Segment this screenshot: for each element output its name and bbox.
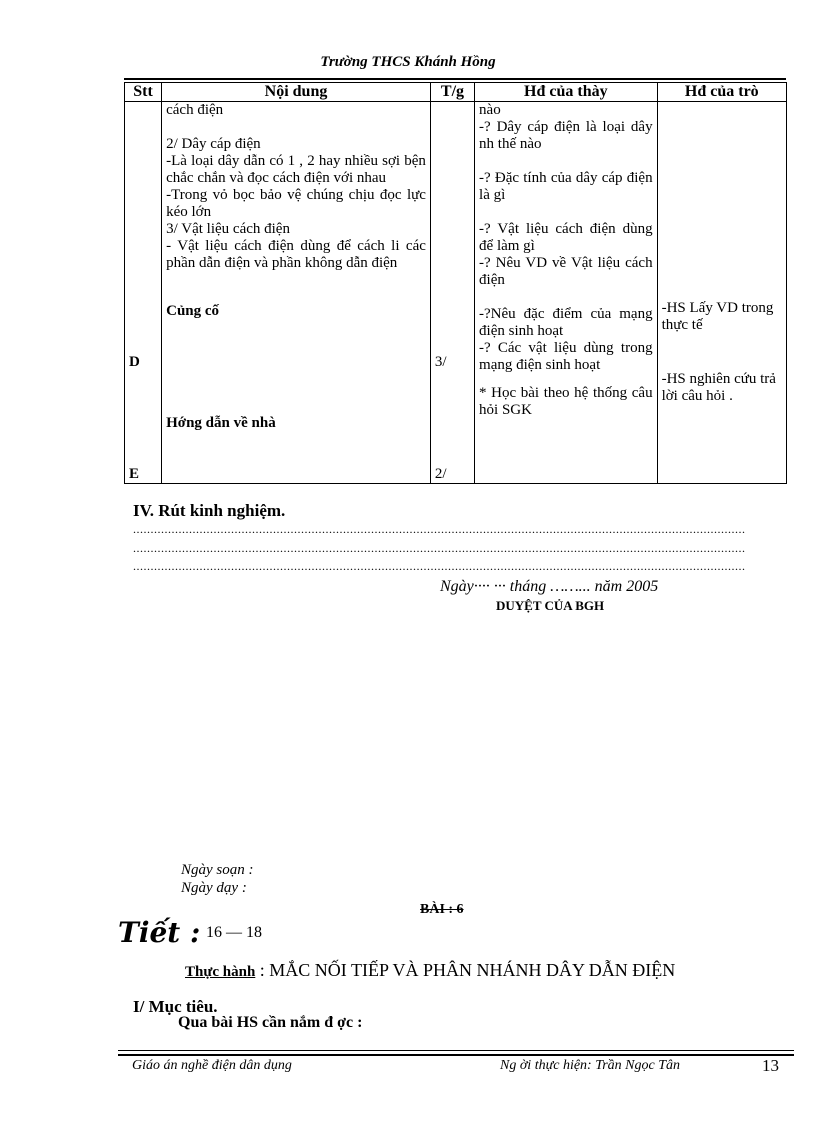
header-rule	[124, 78, 786, 80]
approval-signoff: DUYỆT CỦA BGH	[496, 598, 605, 613]
practice-title: : MẮC NỐI TIẾP VÀ PHÂN NHÁNH DÂY DẪN ĐIỆN	[259, 960, 676, 980]
prep-date: Ngày soạn :	[181, 862, 254, 878]
row-e-content: Hớng dẫn về nhà	[166, 415, 276, 431]
student-cell	[657, 102, 786, 484]
content-line: -Là loại dây dẫn có 1 , 2 hay nhiều sợi bện chắc chắn và đọc cách điện với nhau	[166, 153, 426, 186]
student-line: -HS Lấy VD trong thực tế	[661, 300, 774, 333]
table-header-row	[125, 83, 787, 102]
lesson-table	[124, 82, 787, 484]
tiet-range: 16 — 18	[206, 924, 262, 941]
lesson-number: BÀI : 6	[420, 902, 464, 917]
tiet-label: Tiết :	[118, 916, 201, 949]
student-line: -HS nghiên cứu trả lời câu hỏi .	[661, 371, 776, 404]
teacher-line: -? Dây cáp điện là loại dây nh thế nào	[479, 119, 653, 152]
practice-label: Thực hành	[185, 964, 256, 980]
objective-heading: I/ Mục tiêu.	[133, 997, 218, 1016]
col-header-teacher: Hđ của thày	[475, 83, 658, 102]
teacher-line: * Học bài theo hệ thống câu hỏi SGK	[479, 385, 653, 418]
col-header-student: Hđ của trò	[657, 83, 786, 102]
teach-date: Ngày dạy :	[181, 880, 247, 896]
row-d-stt: D	[129, 354, 140, 370]
row-d-content: Củng cố	[166, 303, 220, 319]
row-e-stt: E	[129, 466, 140, 482]
review-line: ...............................................................................................................................................................................	[133, 522, 746, 536]
teacher-line: -? Vật liệu cách điện dùng để làm gì	[479, 221, 653, 254]
table-row	[125, 102, 787, 484]
content-heading: 3/ Vật liệu cách điện	[166, 221, 290, 237]
teacher-line: nào	[479, 102, 501, 118]
content-heading: 2/ Dây cáp điện	[166, 136, 261, 152]
objective-intro: Qua bài HS cần nắm đ ợc :	[178, 1014, 363, 1031]
footer-rule	[118, 1050, 794, 1051]
review-title: IV. Rút kinh nghiệm.	[133, 501, 286, 520]
practice-title-line	[185, 960, 675, 981]
content-line: - Vật liệu cách điện dùng để cách li các phần dẫn điện và phần không dẫn điện	[166, 238, 426, 271]
teacher-line: -? Đặc tính của dây cáp điện là gì	[479, 170, 653, 203]
footer-left: Giáo án nghề điện dân dụng	[132, 1058, 292, 1073]
teacher-line: -? Nêu VD về Vật liệu cách điện	[479, 255, 653, 288]
review-line: ...............................................................................................................................................................................	[133, 541, 746, 555]
content-line: -Trong vỏ bọc bảo vệ chúng chịu đọc lực kéo lớn	[166, 187, 426, 220]
col-header-time: T/g	[430, 83, 474, 102]
col-header-stt: Stt	[125, 83, 162, 102]
teacher-line: -?Nêu đặc điểm của mạng điện sinh hoạt	[479, 306, 653, 339]
review-line: ...............................................................................................................................................................................	[133, 559, 746, 573]
approval-date: Ngày···· ··· tháng ……... năm 2005	[440, 578, 659, 595]
footer-rule	[118, 1054, 794, 1056]
col-header-content: Nội dung	[162, 83, 431, 102]
teacher-line: -? Các vật liệu dùng trong mạng điện sinh hoạt	[479, 340, 653, 373]
school-header: Trường THCS Khánh Hồng	[320, 54, 496, 70]
row-d-time: 3/	[434, 354, 447, 370]
teacher-cell	[475, 102, 658, 484]
footer-right: Ng ời thực hiện: Trần Ngọc Tân	[500, 1058, 681, 1073]
content-cell	[162, 102, 431, 484]
time-cell	[430, 102, 474, 484]
stt-cell	[125, 102, 162, 484]
row-e-time: 2/	[434, 466, 447, 482]
content-line: cách điện	[166, 102, 224, 118]
page-number: 13	[762, 1056, 779, 1075]
